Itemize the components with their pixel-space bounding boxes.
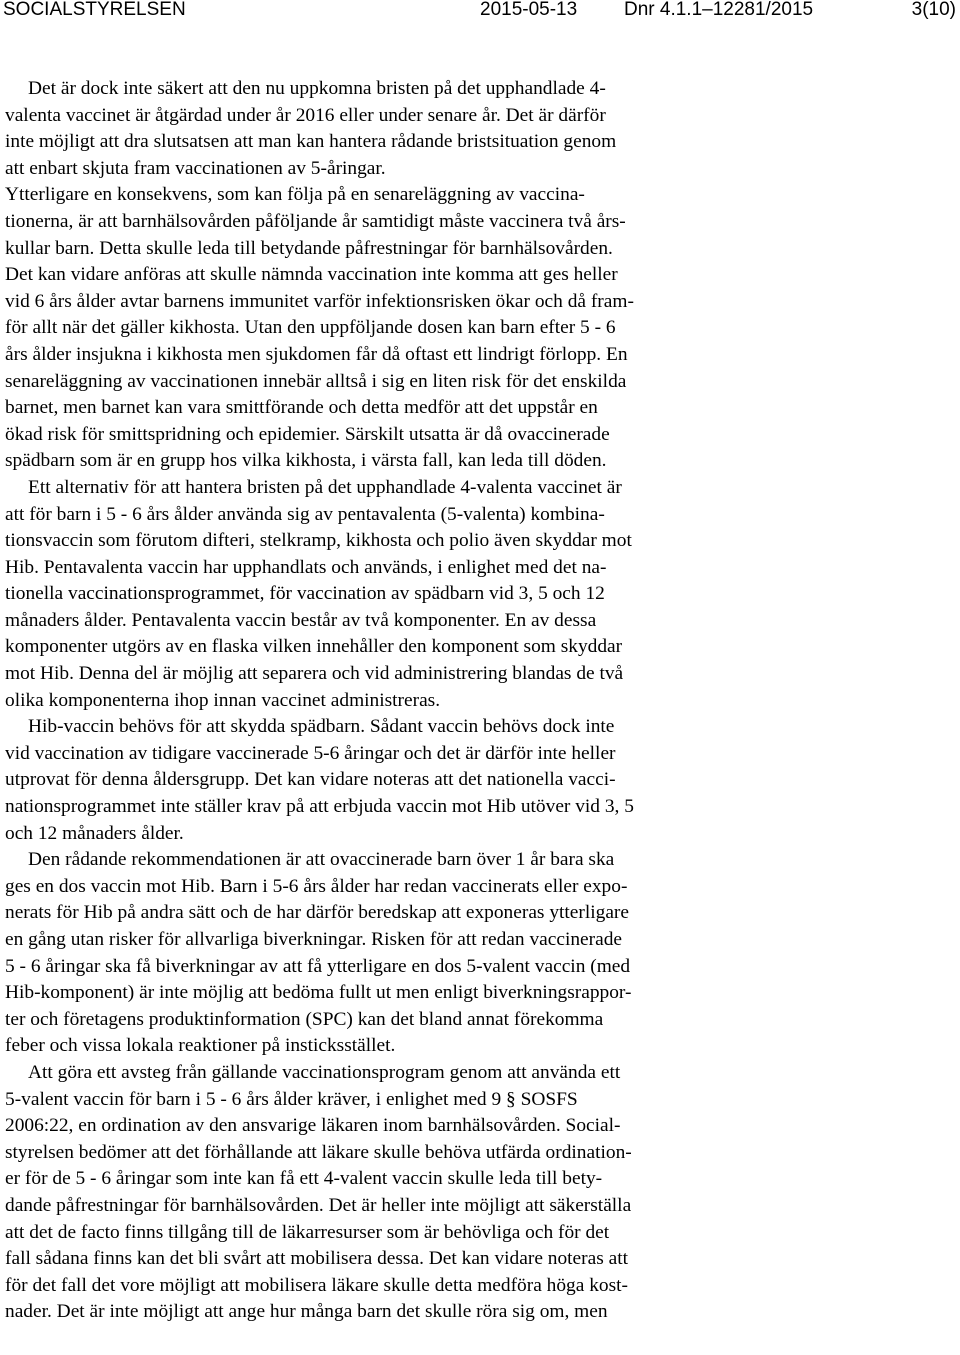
- paragraph-line: ter och företagens produktinformation (SPC) kan det bland annat förekomma: [5, 1008, 604, 1030]
- paragraph-line: Hib-komponent) är inte möjlig att bedöma fullt ut men enligt biverkningsrappor-: [5, 982, 632, 1004]
- paragraph-line: styrelsen bedömer att det förhållande att läkare skulle behöva utfärda ordination-: [5, 1141, 632, 1163]
- paragraph-line: att enbart skjuta fram vaccinationen av 5-åringar.: [5, 157, 386, 179]
- page-number: 3(10): [911, 0, 956, 20]
- paragraph-line: komponenter utgörs av en flaska vilken innehåller den komponent som skyddar: [5, 636, 623, 658]
- paragraph-line: att för barn i 5 - 6 års ålder använda sig av pentavalenta (5-valenta) kombina-: [5, 503, 605, 525]
- paragraph-line: tionsvaccin som förutom difteri, stelkramp, kikhosta och polio även skyddar mot: [5, 530, 632, 552]
- paragraph-line: vid 6 års ålder avtar barnens immunitet varför infektionsrisken ökar och då fram-: [5, 290, 634, 312]
- paragraph-line: senareläggning av vaccinationen innebär alltså i sig en liten risk för det enskilda: [5, 370, 627, 392]
- paragraph-line: Det kan vidare anföras att skulle nämnda vaccination inte komma att ges heller: [5, 264, 618, 286]
- paragraph-line: nerats för Hib på andra sätt och de har därför beredskap att exponeras ytterligare: [5, 902, 629, 924]
- paragraph: [0, 1060, 960, 1326]
- paragraph-line: nader. Det är inte möjligt att ange hur många barn det skulle röra sig om, men: [5, 1301, 608, 1323]
- paragraph-line: utprovat för denna åldersgrupp. Det kan vidare noteras att det nationella vacci-: [5, 769, 616, 791]
- paragraph-line: för det fall det vore möjligt att mobilisera läkare skulle detta medföra höga kost-: [5, 1274, 628, 1296]
- paragraph-line: inte möjligt att dra slutsatsen att man kan hantera rådande bristsituation genom: [5, 131, 617, 153]
- paragraph-line: nationsprogrammet inte ställer krav på att erbjuda vaccin mot Hib utöver vid 3, 5: [5, 796, 634, 818]
- paragraph-line: vid vaccination av tidigare vaccinerade 5-6 åringar och det är därför inte heller: [5, 742, 616, 764]
- paragraph-line: fall sådana finns kan det bli svårt att mobilisera dessa. Det kan vidare noteras att: [5, 1248, 628, 1270]
- paragraph-line: att det de facto finns tillgång till de läkarresurser som är behövliga och för det: [5, 1221, 610, 1243]
- paragraph-line: Ytterligare en konsekvens, som kan följa på en senareläggning av vaccina-: [5, 184, 585, 206]
- paragraph-line: 2006:22, en ordination av den ansvarige läkaren inom barnhälsovården. Social-: [5, 1115, 621, 1137]
- paragraph-line: års ålder insjukna i kikhosta men sjukdomen får då oftast ett lindrigt förlopp. En: [5, 343, 628, 365]
- document-date: 2015-05-13: [480, 0, 578, 20]
- paragraph-line: Att göra ett avsteg från gällande vaccinationsprogram genom att använda ett: [28, 1061, 621, 1083]
- paragraph-line: ökad risk för smittspridning och epidemier. Särskilt utsatta är då ovaccinerade: [5, 423, 610, 445]
- paragraph-line: 5-valent vaccin för barn i 5 - 6 års ålder kräver, i enlighet med 9 § SOSFS: [5, 1088, 578, 1110]
- paragraph: [0, 76, 960, 475]
- paragraph-line: mot Hib. Denna del är möjlig att separera och vid administrering blandas de två: [5, 663, 624, 685]
- paragraph-line: barnet, men barnet kan vara smittförande och detta medför att det uppstår en: [5, 397, 598, 419]
- paragraph-line: olika komponenterna ihop innan vaccinet administreras.: [5, 689, 441, 711]
- paragraph-line: 5 - 6 åringar ska få biverkningar av att få ytterligare en dos 5-valent vaccin (med: [5, 955, 631, 977]
- paragraph-line: kullar barn. Detta skulle leda till betydande påfrestningar för barnhälsovården.: [5, 237, 613, 259]
- paragraph-line: ges en dos vaccin mot Hib. Barn i 5-6 års ålder har redan vaccinerats eller expo-: [5, 875, 628, 897]
- paragraph-line: för allt när det gäller kikhosta. Utan den uppföljande dosen kan barn efter 5 - 6: [5, 317, 616, 339]
- paragraph-line: feber och vissa lokala reaktioner på insticksstället.: [5, 1035, 396, 1057]
- page-header: [0, 0, 960, 26]
- paragraph: [0, 475, 960, 714]
- organization-name: SOCIALSTYRELSEN: [3, 0, 186, 20]
- paragraph-line: dande påfrestningar för barnhälsovården. Det är heller inte möjligt att säkerställa: [5, 1194, 632, 1216]
- paragraph-line: Det är dock inte säkert att den nu uppkomna bristen på det upphandlade 4-: [28, 78, 606, 99]
- paragraph-line: Den rådande rekommendationen är att ovaccinerade barn över 1 år bara ska: [28, 849, 615, 871]
- paragraph-line: månaders ålder. Pentavalenta vaccin består av två komponenter. En av dessa: [5, 609, 597, 631]
- paragraph-line: tionerna, är att barnhälsovården påföljande år samtidigt måste vaccinera två års-: [5, 210, 626, 232]
- paragraph: [0, 714, 960, 847]
- paragraph-line: Hib-vaccin behövs för att skydda spädbarn. Sådant vaccin behövs dock inte: [28, 716, 615, 738]
- document-body: [0, 76, 960, 1326]
- document-number: Dnr 4.1.1–12281/2015: [624, 0, 814, 20]
- paragraph-line: spädbarn som är en grupp hos vilka kikhosta, i värsta fall, kan leda till döden.: [5, 450, 607, 472]
- paragraph-line: en gång utan risker för allvarliga biverkningar. Risken för att redan vaccinerade: [5, 929, 623, 950]
- paragraph-line: och 12 månaders ålder.: [5, 822, 184, 844]
- paragraph-line: Hib. Pentavalenta vaccin har upphandlats och används, i enlighet med det na-: [5, 556, 607, 578]
- paragraph-line: valenta vaccinet är åtgärdad under år 2016 eller under senare år. Det är därför: [5, 104, 606, 126]
- paragraph-line: Ett alternativ för att hantera bristen på det upphandlade 4-valenta vaccinet är: [28, 476, 622, 498]
- paragraph-line: tionella vaccinationsprogrammet, för vaccination av spädbarn vid 3, 5 och 12: [5, 583, 605, 605]
- paragraph: [0, 847, 960, 1060]
- paragraph-line: er för de 5 - 6 åringar som inte kan få ett 4-valent vaccin skulle leda till bety-: [5, 1168, 603, 1190]
